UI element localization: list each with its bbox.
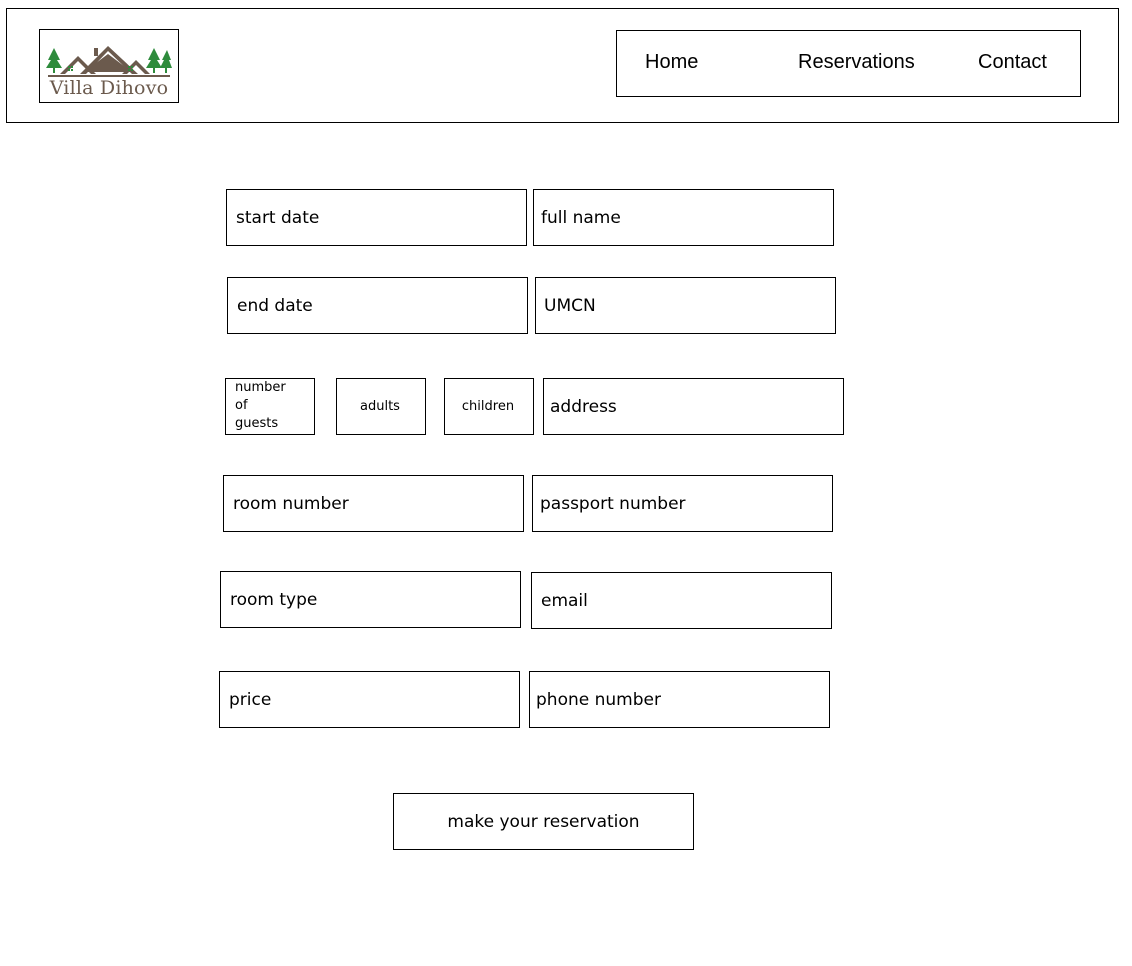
phone-number-input[interactable] [530,672,829,727]
room-type-input[interactable] [221,572,520,627]
children-input[interactable] [445,379,533,434]
room-number-input[interactable] [224,476,523,531]
nav-reservations[interactable]: Reservations [798,51,915,73]
adults-input[interactable] [337,379,425,434]
adults-field [336,378,426,435]
passport-number-field [532,475,833,532]
phone-number-field [529,671,830,728]
children-field [444,378,534,435]
address-field [543,378,844,435]
logo-text: Villa Dihovo [49,77,169,99]
price-field [219,671,520,728]
full-name-input[interactable] [534,190,833,245]
email-input[interactable] [532,573,831,628]
start-date-input[interactable] [227,190,526,245]
umcn-field [535,277,836,334]
room-number-field [223,475,524,532]
start-date-field [226,189,527,246]
umcn-input[interactable] [536,278,835,333]
make-reservation-button[interactable]: make your reservation [393,793,694,850]
number-of-guests-field[interactable] [225,378,315,435]
passport-number-input[interactable] [533,476,832,531]
address-input[interactable] [544,379,843,434]
guests-label-line-3: guests [235,416,279,431]
guests-label-line-1: number [235,380,286,395]
room-type-field [220,571,521,628]
house-trees-icon [46,44,172,78]
guests-label-line-2: of [235,398,248,413]
nav-bar [616,30,1081,97]
end-date-field [227,277,528,334]
villa-dihovo-logo[interactable] [39,29,179,103]
price-input[interactable] [220,672,519,727]
end-date-input[interactable] [228,278,527,333]
nav-home[interactable]: Home [645,51,699,73]
email-field [531,572,832,629]
nav-contact[interactable]: Contact [978,51,1047,73]
full-name-field [533,189,834,246]
